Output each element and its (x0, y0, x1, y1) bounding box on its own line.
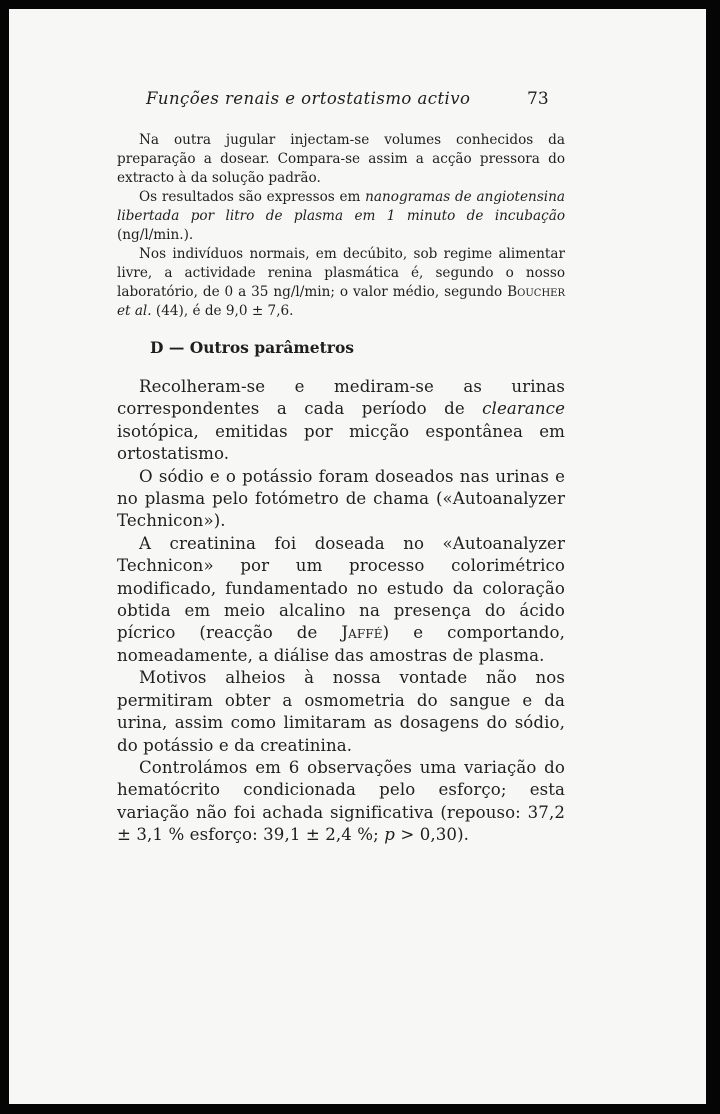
page-number: 73 (527, 89, 549, 109)
paragraph-injection-text: Na outra jugular injectam-se volumes conhecidos da preparação a dosear. Compara-se assim a acção pressora do extracto à da solução padrão. (117, 132, 565, 186)
paragraph-normal-values (117, 245, 565, 321)
paragraph-results-units (117, 188, 565, 245)
urine-text-start: Recolheram-se e mediram-se as urinas correspondentes a cada período de (117, 377, 565, 419)
creatinine-text-start: A creatinina foi doseada no «Autoanalyzer Technicon» por um processo colorimétrico modificado, fundamentado no estudo da coloração obtida em meio alcalino na presença do ácido pícrico (reacção de (117, 533, 565, 643)
normal-values-text-end: (44), é de 9,0 ± 7,6. (151, 303, 294, 319)
hematocrit-text-end: > 0,30). (394, 825, 470, 845)
creatinine-text-end: ) e comportando, nomeadamente, a diálise das amostras de plasma. (117, 623, 565, 665)
section-heading: D — Outros parâmetros (150, 338, 355, 357)
normal-values-text-start: Nos indivíduos normais, em decúbito, sob regime alimentar livre, a actividade renina plasmática é, segundo o nosso laboratório, de 0 a 35 ng/l/min; o valor médio, segundo (117, 246, 565, 300)
paragraph-sodium-potassium (117, 466, 565, 533)
paragraph-urine-collection (117, 376, 565, 466)
page-header (9, 89, 706, 113)
urine-text-end: isotópica, emitidas por micção espontânea em ortostatismo. (117, 421, 565, 464)
book-page (9, 9, 706, 1104)
running-head: Funções renais e ortostatismo activo (146, 89, 471, 108)
paragraph-injection (117, 131, 565, 188)
sodium-potassium-text: O sódio e o potássio foram doseados nas urinas e no plasma pelo fotómetro de chama («Autoanalyzer Technicon»). (117, 466, 565, 531)
clearance-italic: clearance (482, 399, 565, 419)
paragraph-osmometry (117, 667, 565, 757)
citation-et-al: et al. (117, 303, 152, 319)
jaffe-author: Jaffé (341, 623, 383, 643)
paragraph-hematocrit (117, 757, 565, 847)
main-text-block (117, 376, 565, 847)
results-text-end: (ng/l/min.). (117, 227, 194, 243)
citation-author: Boucher (507, 284, 565, 300)
osmometry-text: Motivos alheios à nossa vontade não nos permitiram obter a osmometria do sangue e da urina, assim como limitaram as dosagens do sódio, do potássio e da creatinina. (117, 668, 565, 755)
p-value-symbol: p (384, 825, 395, 845)
hematocrit-text-start: Controlámos em 6 observações uma variação do hematócrito condicionada pelo esforço; esta variação não foi achada significativa (repouso: 37,2 ± 3,1 % esforço: 39,1 ± 2,4 %; (117, 757, 565, 845)
results-units-italic: nanogramas de angiotensina libertada por litro de plasma em 1 minuto de incubação (117, 189, 565, 224)
results-text-start: Os resultados são expressos em (139, 189, 366, 205)
paragraph-creatinine (117, 533, 565, 667)
top-text-block (117, 131, 565, 321)
